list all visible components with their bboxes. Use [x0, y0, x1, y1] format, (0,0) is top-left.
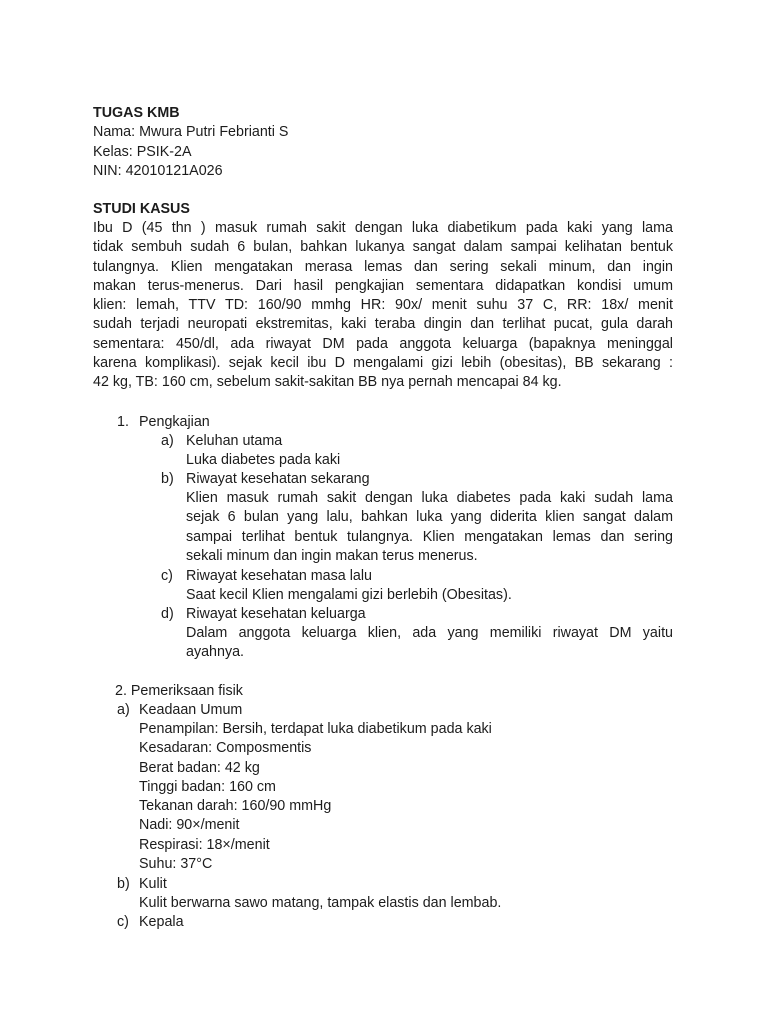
- item-text: sekali minum dan ingin makan terus menerus.: [186, 547, 478, 564]
- item-letter: c): [117, 914, 129, 930]
- general-condition-list: [139, 720, 492, 874]
- document-title: TUGAS KMB: [93, 105, 180, 121]
- item-text: sejak 6 bulan yang lalu, bahkan luka yang diderita klien sangat dalam: [186, 509, 673, 526]
- item-title: Riwayat kesehatan sekarang: [186, 471, 370, 487]
- paragraph-line: tulangnya. Klien mengatakan merasa lemas dan sering sekali minum, dan ingin: [93, 258, 673, 275]
- item-text: ayahnya.: [186, 644, 245, 661]
- item-text: Dalam anggota keluarga klien, ada yang memiliki riwayat DM yaitu: [186, 625, 673, 641]
- item-text: Tekanan darah: 160/90 mmHg: [139, 798, 332, 815]
- item-letter: c): [161, 568, 173, 584]
- paragraph-line: 42 kg, TB: 160 cm, sebelum sakit-sakitan BB nya pernah mencapai 84 kg.: [93, 374, 562, 391]
- paragraph-line: klien: lemah, TTV TD: 160/90 mmhg HR: 90x/ menit suhu 37 C, RR: 18x/ menit: [93, 297, 673, 314]
- case-study-heading: STUDI KASUS: [93, 201, 190, 217]
- item-letter: d): [161, 606, 174, 622]
- paragraph-line: makan terus-menerus. Dari hasil pengkajian sementara didapatkan kondisi umum: [93, 277, 673, 294]
- paragraph-line: karena komplikasi). sejak kecil ibu D mengalami gizi lebih (obesitas), BB sekarang :: [93, 355, 673, 372]
- case-study-paragraph: [93, 219, 673, 393]
- paragraph-line: tidak sembuh sudah 6 bulan, bahkan lukanya sangat dalam sampai kelihatan bentuk: [93, 239, 673, 256]
- item-letter: b): [161, 471, 174, 487]
- item-paragraph: [186, 489, 673, 566]
- item-title: Riwayat kesehatan masa lalu: [186, 568, 372, 584]
- item-text: Saat kecil Klien mengalami gizi berlebih (Obesitas).: [186, 587, 512, 603]
- section1-title: Pengkajian: [139, 414, 210, 430]
- item-text: Berat badan: 42 kg: [139, 759, 260, 776]
- item-text: Nadi: 90×/menit: [139, 817, 240, 834]
- item-paragraph: [186, 624, 673, 663]
- item-letter: b): [117, 876, 130, 892]
- item-text: Penampilan: Bersih, terdapat luka diabetikum pada kaki: [139, 721, 492, 737]
- document-header: [93, 104, 288, 181]
- item-text: Luka diabetes pada kaki: [186, 452, 341, 468]
- paragraph-line: sementara: 450/dl, ada riwayat DM pada anggota keluarga (bapaknya meninggal: [93, 335, 673, 352]
- item-title: Kepala: [139, 914, 184, 930]
- item-text: Tinggi badan: 160 cm: [139, 778, 276, 795]
- student-nin: NIN: 42010121A026: [93, 162, 223, 179]
- item-title: Keadaan Umum: [139, 702, 243, 718]
- section1-number: 1.: [117, 414, 129, 430]
- item-letter: a): [117, 702, 130, 718]
- paragraph-line: Ibu D (45 thn ) masuk rumah sakit dengan luka diabetikum pada kaki yang lama: [93, 220, 673, 236]
- item-text: Klien masuk rumah sakit dengan luka diabetes pada kaki sudah lama: [186, 490, 673, 506]
- item-text: Kulit berwarna sawo matang, tampak elastis dan lembab.: [139, 895, 502, 911]
- student-class: Kelas: PSIK-2A: [93, 143, 192, 160]
- item-text: sampai terlihat bentuk tulangnya. Klien mengatakan lemas dan sering: [186, 528, 673, 545]
- item-letter: a): [161, 433, 174, 449]
- student-name: Nama: Mwura Putri Febrianti S: [93, 124, 289, 141]
- item-text: Respirasi: 18×/menit: [139, 836, 270, 853]
- item-text: Suhu: 37°C: [139, 856, 213, 873]
- item-title: Keluhan utama: [186, 433, 283, 449]
- section2-title: 2. Pemeriksaan fisik: [115, 683, 243, 699]
- item-title: Riwayat kesehatan keluarga: [186, 606, 366, 622]
- item-text: Kesadaran: Composmentis: [139, 740, 312, 757]
- paragraph-line: sudah terjadi neuropati ekstremitas, kaki teraba dingin dan terlihat pucat, gula darah: [93, 316, 673, 333]
- item-title: Kulit: [139, 876, 167, 892]
